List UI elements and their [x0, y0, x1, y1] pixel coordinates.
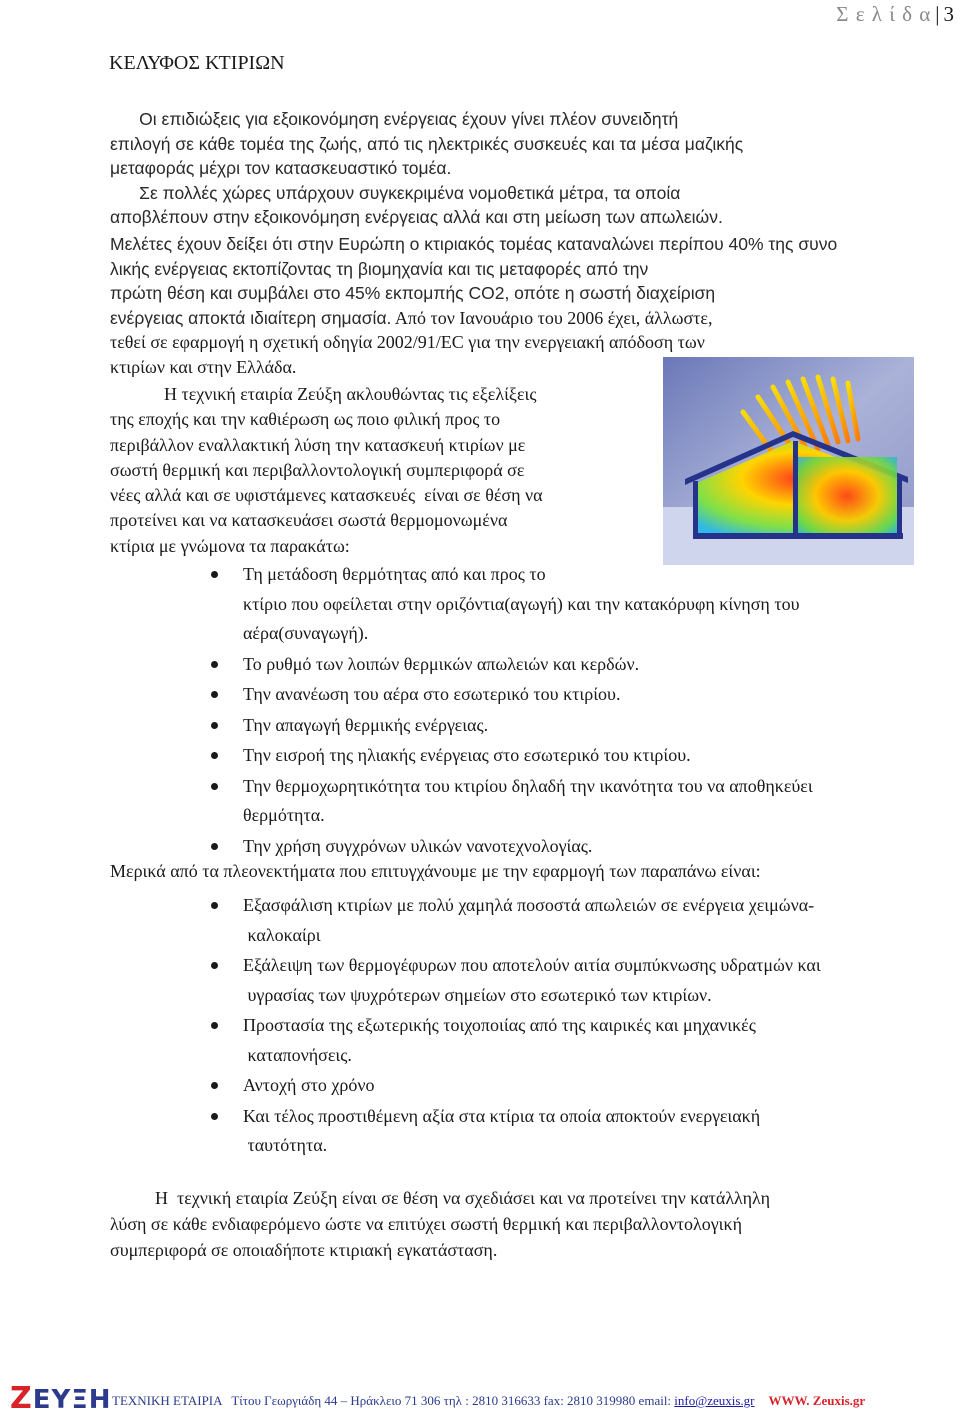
text-line: μεταφοράς μέχρι τον κατασκευαστικό τομέα.: [110, 158, 452, 178]
list-item-line: Αντοχή στο χρόνο: [243, 1075, 375, 1095]
page-label: Σ ε λ ί δ α: [836, 2, 932, 26]
text-line: νέες αλλά και σε υφιστάμενες κατασκευές είναι σε θέση να: [110, 485, 543, 506]
text-fragment: Από τον Ιανουάριο του 2006 έχει, άλλωστε,: [391, 307, 713, 328]
text-fragment: ενέργειας αποκτά ιδιαίτερη σημασία.: [110, 307, 392, 328]
text-line: αποβλέπουν στην εξοικονόμηση ενέργειας αλλά και στη μείωση των απωλειών.: [110, 207, 723, 227]
list-item-line: Την εισροή της ηλιακής ενέργειας στο εσωτερικό του κτιρίου.: [243, 745, 691, 765]
list-item: [110, 951, 960, 1010]
text-line: Σε πολλές χώρες υπάρχουν συγκεκριμένα νομοθετικά μέτρα, τα οποία: [110, 182, 681, 203]
criteria-list: [110, 560, 960, 861]
text-line: περιβάλλον εναλλακτική λύση την κατασκευή κτιρίων με: [110, 434, 526, 455]
company-paragraph: [110, 382, 650, 559]
company-logo: [10, 1381, 112, 1416]
list-item-line: Την ανανέωση του αέρα στο εσωτερικό του κτιρίου.: [243, 684, 621, 704]
list-item: [110, 650, 960, 680]
list-item-line: Το ρυθμό των λοιπών θερμικών απωλειών και κερδών.: [243, 653, 640, 674]
thermal-house-image: [663, 357, 914, 565]
list-item-line: αέρα(συναγωγή).: [243, 623, 369, 643]
list-item-line: Εξάλειψη των θερμογέφυρων που αποτελούν αιτία συμπύκνωσης υδρατμών και: [243, 955, 821, 975]
text-line: Μελέτες έχουν δείξει ότι στην Ευρώπη ο κτιριακός τομέας καταναλώνει περίπου 40% της συνο: [110, 234, 838, 254]
text-line: συμπεριφορά σε οποιαδήποτε κτιριακή εγκατάσταση.: [110, 1239, 498, 1260]
page-number: 3: [943, 2, 954, 26]
logo-letter: Z: [10, 1381, 33, 1416]
list-item-line: Την χρήση συγχρόνων υλικών νανοτεχνολογίας.: [243, 835, 593, 856]
list-item: [110, 680, 960, 710]
bullet-icon: [211, 1113, 218, 1120]
text-line: λύση σε κάθε ενδιαφερόμενο ώστε να επιτύχει σωστή θερμική και περιβαλλοντολογική: [110, 1213, 743, 1234]
text-line: Οι επιδιώξεις για εξοικονόμηση ενέργειας έχουν γίνει πλέον συνειδητή: [110, 109, 679, 129]
list-item: [110, 1071, 960, 1101]
list-item-line: Προστασία της εξωτερικής τοιχοποιίας από της καιρικές και μηχανικές: [243, 1015, 756, 1035]
text-line: κτιρίων και στην Ελλάδα.: [110, 356, 297, 377]
list-item-line: Τη μετάδοση θερμότητας από και προς το: [243, 564, 546, 584]
list-item: [110, 832, 960, 862]
section-heading: ΚΕΛΥΦΟΣ ΚΤΙΡΙΩΝ: [109, 52, 285, 74]
list-item-line: κτίριο που οφείλεται στην οριζόντια(αγωγή) και την κατακόρυφη κίνηση του: [243, 593, 800, 614]
text-line: προτείνει και να κατασκευάσει σωστά θερμομονωμένα: [110, 510, 508, 531]
bullet-icon: [211, 783, 218, 790]
text-line: λικής ενέργειας εκτοπίζοντας τη βιομηχανία και τις μεταφορές από την: [110, 258, 649, 279]
list-item: [110, 772, 960, 831]
bullet-icon: [211, 722, 218, 729]
bullet-icon: [211, 843, 218, 850]
list-item-line: Εξασφάλιση κτιρίων με πολύ χαμηλά ποσοστά απωλειών σε ενέργεια χειμώνα-: [243, 895, 815, 915]
text-line: της εποχής και την καθιέρωση ως ποιο φιλική προς το: [110, 409, 501, 430]
footer-contact: [112, 1393, 865, 1409]
bullet-icon: [211, 571, 218, 578]
page-separator: |: [935, 2, 940, 26]
text-line: επιλογή σε κάθε τομέα της ζωής, από τις ηλεκτρικές συσκευές και τα μέσα μαζικής: [110, 133, 744, 154]
list-item: [110, 741, 960, 771]
list-item: [110, 711, 960, 741]
logo-text: ΕΥΞΗ: [32, 1385, 112, 1415]
bullet-icon: [211, 1082, 218, 1089]
intro-paragraph: [110, 107, 870, 230]
list-item-line: καλοκαίρι: [243, 924, 321, 945]
text-line: τεθεί σε εφαρμογή η σχετική οδηγία 2002/91/EC για την ενεργειακή απόδοση των: [110, 332, 705, 353]
email-link[interactable]: info@zeuxis.gr: [674, 1393, 755, 1408]
list-item-line: θερμότητα.: [243, 805, 325, 825]
text-line: κτίρια με γνώμονα τα παρακάτω:: [110, 535, 350, 556]
text-line: [110, 306, 960, 331]
footer-info: ΤΕΧΝΙΚΗ ΕΤΑΙΡΙΑ Τίτου Γεωργιάδη 44 – Ηράκλειο 71 306 τηλ : 2810 316633 fax: 2810 319980 email:: [112, 1393, 675, 1408]
advantages-list: [110, 891, 960, 1161]
list-item: [110, 1011, 960, 1070]
list-item-line: υγρασίας των ψυχρότερων σημείων στο εσωτερικό των κτιρίων.: [243, 984, 712, 1005]
text-line: σωστή θερμική και περιβαλλοντολογική συμπεριφορά σε: [110, 459, 525, 480]
text-line: πρώτη θέση και συμβάλει στο 45% εκπομπής CO2, οπότε η σωστή διαχείριση: [110, 283, 716, 304]
list-item-line: ταυτότητα.: [243, 1135, 328, 1155]
list-item: [110, 1102, 960, 1161]
advantages-intro: Μερικά από τα πλεονεκτήματα που επιτυγχάνουμε με την εφαρμογή των παραπάνω είναι:: [110, 861, 761, 881]
bullet-icon: [211, 691, 218, 698]
list-item: [110, 891, 960, 950]
list-item-line: Την απαγωγή θερμικής ενέργειας.: [243, 714, 489, 735]
list-item-line: Την θερμοχωρητικότητα του κτιρίου δηλαδή την ικανότητα του να αποθηκεύει: [243, 775, 813, 796]
text-line: Η τεχνική εταιρία Ζεύξη είναι σε θέση να σχεδιάσει και να προτείνει την κατάλληλη: [110, 1188, 771, 1208]
closing-paragraph: [110, 1186, 940, 1263]
bullet-icon: [211, 661, 218, 668]
text-line: Η τεχνική εταιρία Ζεύξη ακλουθώντας τις εξελίξεις: [110, 384, 537, 404]
bullet-icon: [211, 1022, 218, 1029]
list-item-line: Και τέλος προστιθέμενη αξία στα κτίρια τα οποία αποκτούν ενεργειακή: [243, 1105, 761, 1126]
bullet-icon: [211, 902, 218, 909]
list-item: [110, 560, 960, 649]
page-number-header: [836, 2, 954, 27]
list-item-line: καταπονήσεις.: [243, 1044, 352, 1065]
bullet-icon: [211, 752, 218, 759]
website-link[interactable]: WWW. Zeuxis.gr: [768, 1393, 866, 1408]
bullet-icon: [211, 962, 218, 969]
